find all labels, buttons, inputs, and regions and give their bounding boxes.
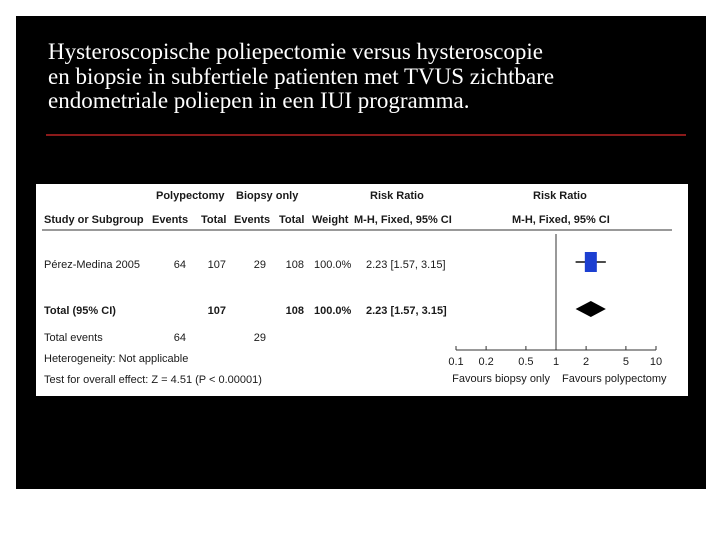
- study-weight: 100.0%: [314, 259, 352, 271]
- study-name: Pérez-Medina 2005: [44, 259, 141, 271]
- study-total2: 108: [285, 259, 304, 271]
- header-weight: Weight: [312, 214, 349, 226]
- header-events2: Events: [234, 214, 271, 226]
- x-tick-label: 1: [552, 356, 560, 368]
- slide-title: [48, 40, 698, 114]
- total-events-label: Total events: [44, 332, 103, 344]
- total-ci: 2.23 [1.57, 3.15]: [366, 305, 447, 317]
- x-tick-label: 0.5: [518, 356, 534, 368]
- header-effect-plot: Risk Ratio: [533, 190, 587, 202]
- overall-effect-text: Test for overall effect: Z = 4.51 (P < 0.00001): [44, 374, 262, 386]
- study-marker: [585, 252, 597, 272]
- total-name: Total (95% CI): [44, 305, 116, 317]
- forest-plot-svg: [36, 184, 688, 396]
- total-events2: 29: [253, 332, 266, 344]
- header-events1: Events: [152, 214, 189, 226]
- total-events1: 64: [173, 332, 186, 344]
- favours-right-label: Favours polypectomy: [562, 373, 667, 385]
- header-total1: Total: [201, 214, 227, 226]
- x-tick-label: 0.1: [448, 356, 464, 368]
- header-group2: Biopsy only: [236, 190, 299, 202]
- x-tick-label: 10: [649, 356, 663, 368]
- total-total1: 107: [207, 305, 226, 317]
- header-total2: Total: [279, 214, 305, 226]
- study-events1: 64: [173, 259, 186, 271]
- favours-left-label: Favours biopsy only: [452, 373, 550, 385]
- title-divider: [46, 134, 686, 136]
- header-method: M-H, Fixed, 95% CI: [354, 214, 452, 226]
- title-line: Hysteroscopische poliepectomie versus hysteroscopie: [48, 39, 544, 64]
- header-method-plot: M-H, Fixed, 95% CI: [512, 214, 610, 226]
- x-tick-label: 0.2: [478, 356, 494, 368]
- title-line: en biopsie in subfertiele patienten met TVUS zichtbare: [48, 63, 555, 89]
- header-study: Study or Subgroup: [44, 214, 144, 226]
- slide: [16, 16, 706, 489]
- forest-plot: [36, 184, 688, 396]
- title-line: endometriale poliepen in een IUI programma.: [48, 88, 470, 113]
- total-weight: 100.0%: [314, 305, 352, 317]
- total-total2: 108: [285, 305, 304, 317]
- study-events2: 29: [253, 259, 266, 271]
- forest-plot-area: [448, 234, 667, 385]
- pooled-diamond: [576, 301, 606, 317]
- heterogeneity-text: Heterogeneity: Not applicable: [44, 353, 189, 365]
- x-tick-label: 2: [583, 356, 590, 368]
- header-effect: Risk Ratio: [370, 190, 424, 202]
- header-group1: Polypectomy: [156, 190, 225, 202]
- study-ci: 2.23 [1.57, 3.15]: [366, 259, 446, 271]
- study-total1: 107: [207, 259, 226, 271]
- x-tick-label: 5: [622, 356, 629, 368]
